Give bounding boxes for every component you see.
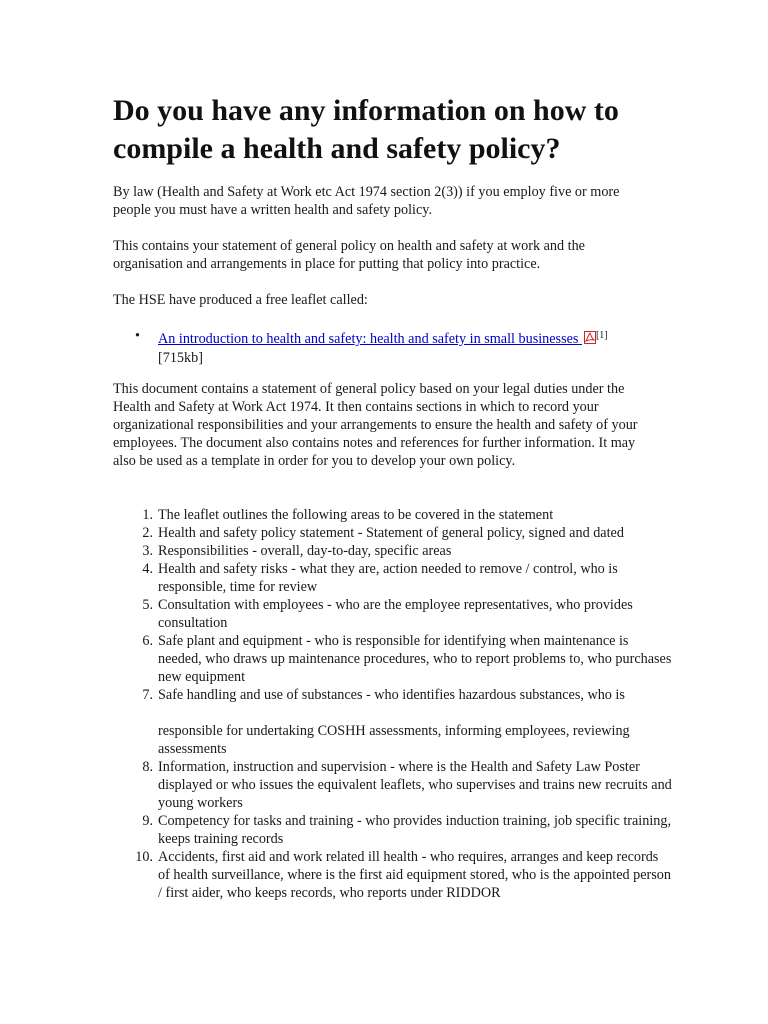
list-item	[113, 524, 673, 542]
policy-areas-list	[113, 506, 673, 902]
footnote-marker: [1]	[595, 330, 608, 341]
hse-leaflet-intro: The HSE have produced a free leaflet called:	[113, 292, 368, 308]
list-number: 3.	[142, 543, 153, 559]
list-item	[113, 632, 673, 686]
list-item	[113, 327, 643, 367]
list-item	[113, 812, 673, 848]
list-number: 1.	[142, 507, 153, 523]
page-title: Do you have any information on how to compile a health and safety policy?	[113, 94, 619, 165]
list-number: 7.	[142, 687, 153, 703]
list-item	[113, 758, 673, 812]
list-item	[113, 542, 673, 560]
list-item-text: Accidents, first aid and work related ill health - who requires, arranges and keep records of health surveillance, where is the first aid equipment stored, who is the appointed person / first aider, who keeps records, who reports under RIDDOR	[158, 849, 671, 901]
list-item	[113, 560, 673, 596]
list-item-text: Health and safety policy statement - Statement of general policy, signed and dated	[158, 525, 624, 541]
leaflet-link[interactable]	[158, 331, 596, 347]
list-number: 6.	[142, 633, 153, 649]
list-item-text-continued: responsible for undertaking COSHH assessments, informing employees, reviewing assessments	[158, 723, 630, 757]
list-number: 9.	[142, 813, 153, 829]
list-item-text: The leaflet outlines the following areas to be covered in the statement	[158, 507, 554, 523]
list-item-text: Safe handling and use of substances - who identifies hazardous substances, who is	[158, 687, 625, 703]
leaflet-list	[113, 327, 643, 367]
list-item-text: Responsibilities - overall, day-to-day, specific areas	[158, 543, 452, 559]
policy-contents-paragraph: This contains your statement of general policy on health and safety at work and the organisation and arrangements in place for putting that policy into practice.	[113, 238, 585, 272]
list-item	[113, 686, 673, 758]
list-number: 4.	[142, 561, 153, 577]
list-item-text: Information, instruction and supervision - where is the Health and Safety Law Poster displayed or who issues the equivalent leaflets, who supervises and trains new recruits and young workers	[158, 759, 672, 811]
file-size: [715kb]	[158, 350, 203, 366]
list-item-text: Consultation with employees - who are the employee representatives, who provides consultation	[158, 597, 633, 631]
list-number: 5.	[142, 597, 153, 613]
list-number: 10.	[135, 849, 153, 865]
list-item	[113, 596, 673, 632]
list-number: 2.	[142, 525, 153, 541]
law-paragraph: By law (Health and Safety at Work etc Act 1974 section 2(3)) if you employ five or more people you must have a written health and safety policy.	[113, 184, 620, 218]
list-item-text: Health and safety risks - what they are, action needed to remove / control, who is responsible, time for review	[158, 561, 618, 595]
list-item	[113, 848, 673, 902]
list-number: 8.	[142, 759, 153, 775]
list-item-text: Safe plant and equipment - who is responsible for identifying when maintenance is needed, who draws up maintenance procedures, who to report problems to, who purchases new equipment	[158, 633, 672, 685]
pdf-icon[interactable]	[584, 331, 596, 349]
bullet-icon: •	[135, 328, 140, 344]
leaflet-link-text[interactable]: An introduction to health and safety: health and safety in small businesses	[158, 331, 579, 347]
list-item-text: Competency for tasks and training - who provides induction training, job specific training, keeps training records	[158, 813, 672, 847]
list-item	[113, 506, 673, 524]
document-description-paragraph: This document contains a statement of general policy based on your legal duties under the Health and Safety at Work Act 1974. It then contains sections in which to record your organizational responsibilities and your arrangements to ensure the health and safety of your employees. The document also contains notes and references for further information. It may also be used as a template in order for you to develop your own policy.	[113, 381, 638, 469]
